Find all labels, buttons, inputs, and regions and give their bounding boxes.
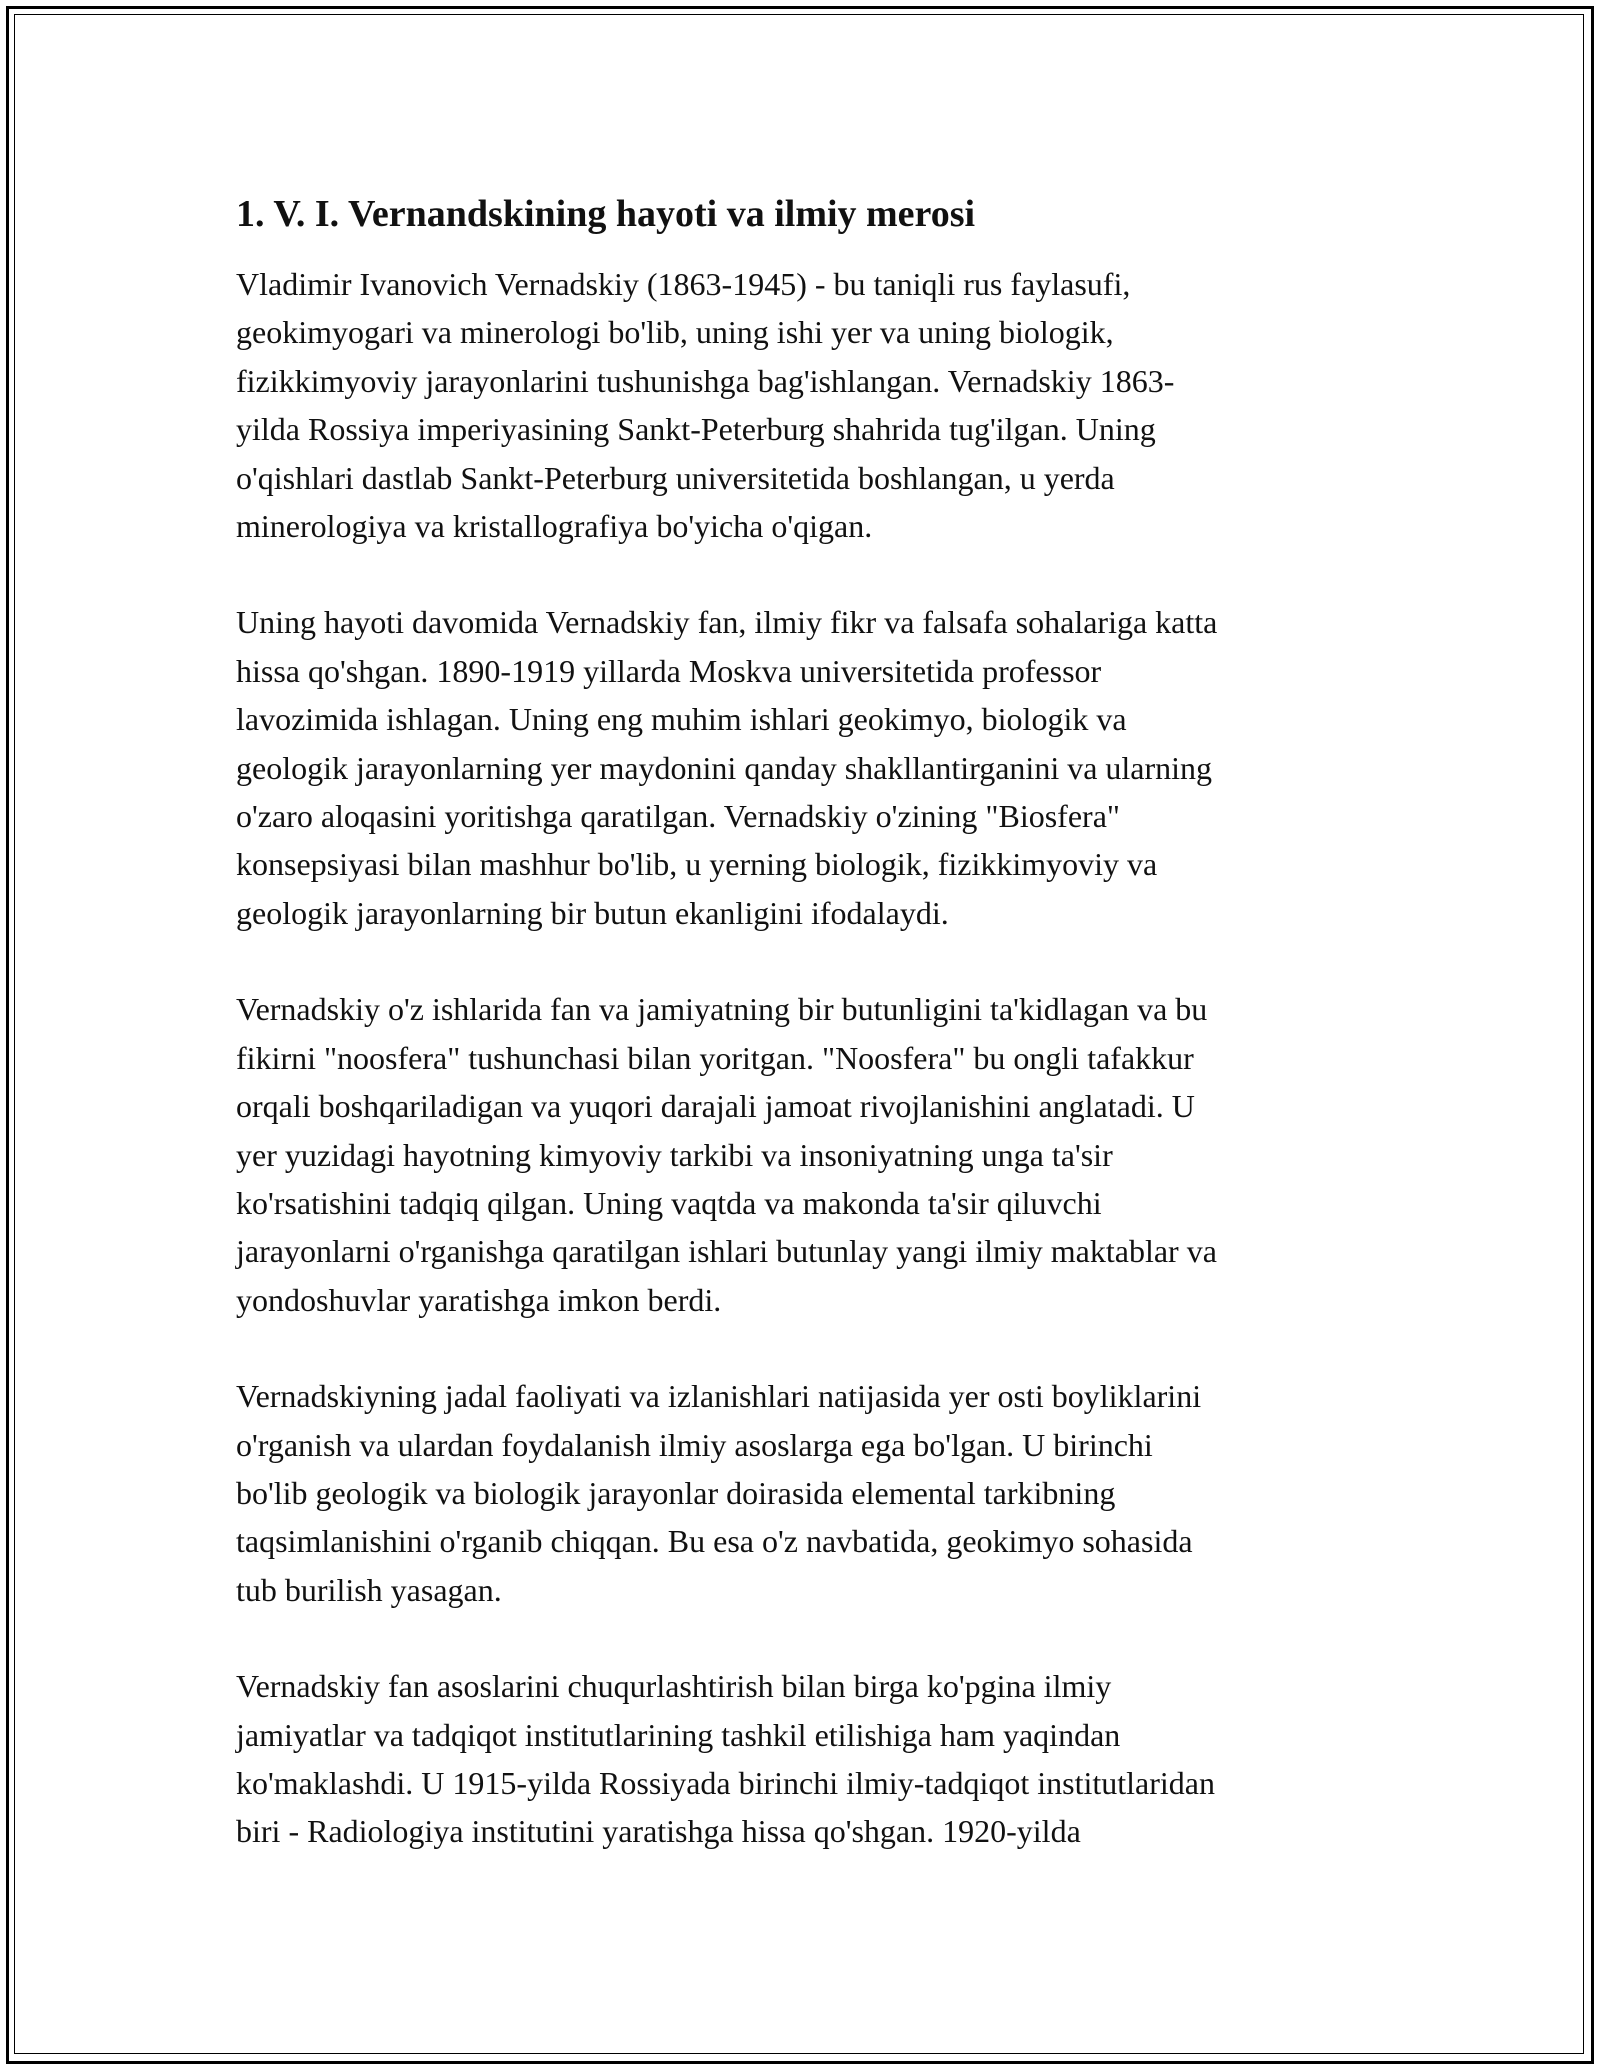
text-line: konsepsiyasi bilan mashhur bo'lib, u yerning biologik, fizikkimyoviy va — [236, 846, 1158, 883]
text-line: taqsimlanishini o'rganib chiqqan. Bu esa o'z navbatida, geokimyo sohasida — [236, 1523, 1193, 1560]
text-line: o'rganish va ulardan foydalanish ilmiy asoslarga ega bo'lgan. U birinchi — [236, 1426, 1153, 1463]
text-line: Vernadskiy o'z ishlarida fan va jamiyatning bir butunligini ta'kidlagan va bu — [236, 991, 1208, 1028]
paragraph-1 — [236, 260, 1386, 550]
text-line: o'zaro aloqasini yoritishga qaratilgan. Vernadskiy o'zining "Biosfera" — [236, 798, 1120, 835]
text-line: yer yuzidagi hayotning kimyoviy tarkibi va insoniyatning unga ta'sir — [236, 1136, 1113, 1173]
text-line: minerologiya va kristallografiya bo'yicha o'qigan. — [236, 508, 873, 545]
text-line: ko'rsatishini tadqiq qilgan. Uning vaqtda va makonda ta'sir qiluvchi — [236, 1184, 1102, 1221]
text-line: Vernadskiy fan asoslarini chuqurlashtirish bilan birga ko'pgina ilmiy — [236, 1668, 1112, 1705]
text-line: Uning hayoti davomida Vernadskiy fan, ilmiy fikr va falsafa sohalariga katta — [236, 604, 1218, 641]
text-line: biri - Radiologiya institutini yaratishga hissa qo'shgan. 1920-yilda — [236, 1813, 1081, 1850]
paragraph-5 — [236, 1662, 1386, 1856]
paragraph-2 — [236, 598, 1386, 937]
text-line: hissa qo'shgan. 1890-1919 yillarda Moskva universitetida professor — [236, 652, 1102, 689]
text-line: ko'maklashdi. U 1915-yilda Rossiyada birinchi ilmiy-tadqiqot institutlaridan — [236, 1764, 1215, 1801]
paragraph-4 — [236, 1372, 1386, 1614]
text-line: lavozimida ishlagan. Uning eng muhim ishlari geokimyo, biologik va — [236, 701, 1127, 738]
text-line: tub burilish yasagan. — [236, 1571, 502, 1608]
text-line: jarayonlarni o'rganishga qaratilgan ishlari butunlay yangi ilmiy maktablar va — [236, 1233, 1217, 1270]
text-line: orqali boshqariladigan va yuqori darajali jamoat rivojlanishini anglatadi. U — [236, 1088, 1195, 1125]
text-line: fizikkimyoviy jarayonlarini tushunishga bag'ishlangan. Vernadskiy 1863- — [236, 362, 1175, 399]
text-line: Vernadskiyning jadal faoliyati va izlanishlari natijasida yer osti boyliklarini — [236, 1378, 1202, 1415]
text-line: geologik jarayonlarning yer maydonini qanday shakllantirganini va ularning — [236, 749, 1213, 786]
text-line: o'qishlari dastlab Sankt-Peterburg universitetida boshlangan, u yerda — [236, 459, 1115, 496]
text-line: jamiyatlar va tadqiqot institutlarining tashkil etilishiga ham yaqindan — [236, 1716, 1121, 1753]
text-line: geokimyogari va minerologi bo'lib, uning ishi yer va uning biologik, — [236, 314, 1114, 351]
document-body — [236, 188, 1386, 1904]
paragraph-3 — [236, 985, 1386, 1324]
text-line: fikirni "noosfera" tushunchasi bilan yoritgan. "Noosfera" bu ongli tafakkur — [236, 1039, 1194, 1076]
text-line: yilda Rossiya imperiyasining Sankt-Peterburg shahrida tug'ilgan. Uning — [236, 411, 1156, 448]
text-line: yondoshuvlar yaratishga imkon berdi. — [236, 1281, 722, 1318]
text-line: Vladimir Ivanovich Vernadskiy (1863-1945) - bu taniqli rus faylasufi, — [236, 266, 1131, 302]
text-line: geologik jarayonlarning bir butun ekanligini ifodalaydi. — [236, 894, 949, 931]
section-heading: 1. V. I. Vernandskining hayoti va ilmiy merosi — [236, 193, 976, 235]
text-line: bo'lib geologik va biologik jarayonlar doirasida elemental tarkibning — [236, 1474, 1116, 1511]
